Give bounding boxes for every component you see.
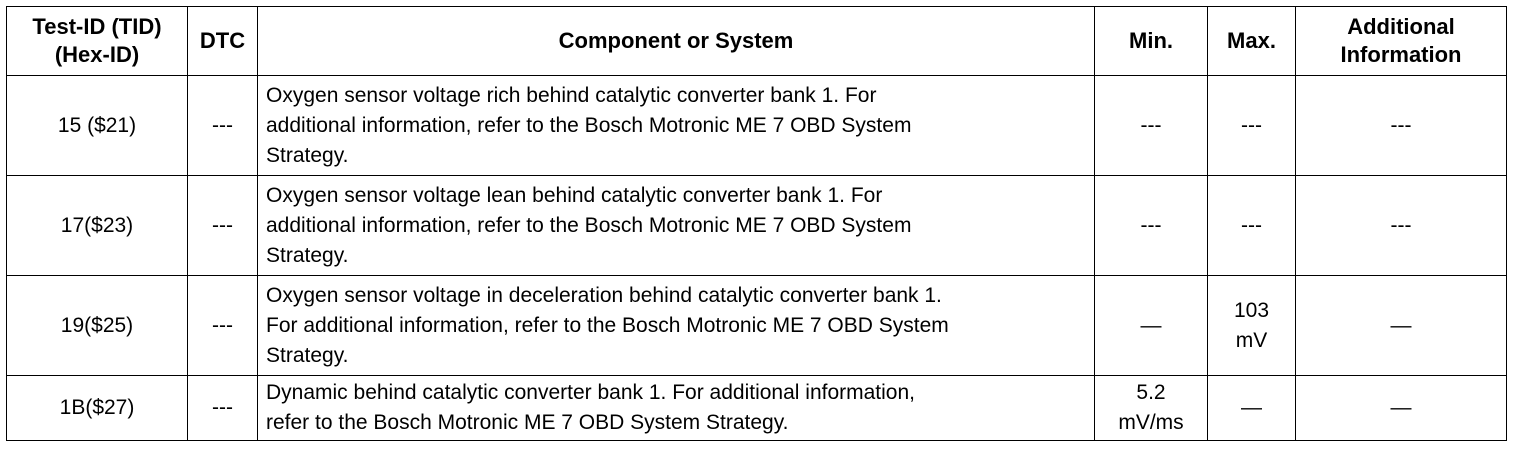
header-max: Max. [1208,7,1296,76]
cell-additional-info: --- [1296,176,1507,276]
cell-additional-info: — [1296,376,1507,441]
cell-component: Oxygen sensor voltage lean behind catalytic converter bank 1. For additional information, refer to the Bosch Motronic ME 7 OBD System Strategy. [258,176,1095,276]
table-header-row [7,7,1507,76]
cell-additional-info: — [1296,276,1507,376]
cell-dtc: --- [188,176,258,276]
cell-component: Oxygen sensor voltage rich behind catalytic converter bank 1. For additional information, refer to the Bosch Motronic ME 7 OBD System Strategy. [258,76,1095,176]
cell-min: --- [1095,176,1208,276]
cell-max: --- [1208,176,1296,276]
header-component: Component or System [258,7,1095,76]
header-min: Min. [1095,7,1208,76]
cell-dtc: --- [188,376,258,441]
cell-test-id: 19($25) [7,276,188,376]
table-row [7,376,1507,441]
cell-dtc: --- [188,276,258,376]
cell-test-id: 17($23) [7,176,188,276]
table-row [7,76,1507,176]
cell-max: --- [1208,76,1296,176]
test-id-table [6,6,1507,441]
cell-max: — [1208,376,1296,441]
cell-min: 5.2 mV/ms [1095,376,1208,441]
cell-max: 103 mV [1208,276,1296,376]
table-row [7,276,1507,376]
cell-additional-info: --- [1296,76,1507,176]
header-dtc: DTC [188,7,258,76]
cell-dtc: --- [188,76,258,176]
cell-test-id: 1B($27) [7,376,188,441]
cell-test-id: 15 ($21) [7,76,188,176]
table-row [7,176,1507,276]
cell-min: — [1095,276,1208,376]
header-test-id: Test-ID (TID) (Hex-ID) [7,7,188,76]
header-additional-info: Additional Information [1296,7,1507,76]
cell-component: Oxygen sensor voltage in deceleration behind catalytic converter bank 1. For additional information, refer to the Bosch Motronic ME 7 OBD System Strategy. [258,276,1095,376]
cell-component: Dynamic behind catalytic converter bank 1. For additional information, refer to the Bosch Motronic ME 7 OBD System Strategy. [258,376,1095,441]
cell-min: --- [1095,76,1208,176]
